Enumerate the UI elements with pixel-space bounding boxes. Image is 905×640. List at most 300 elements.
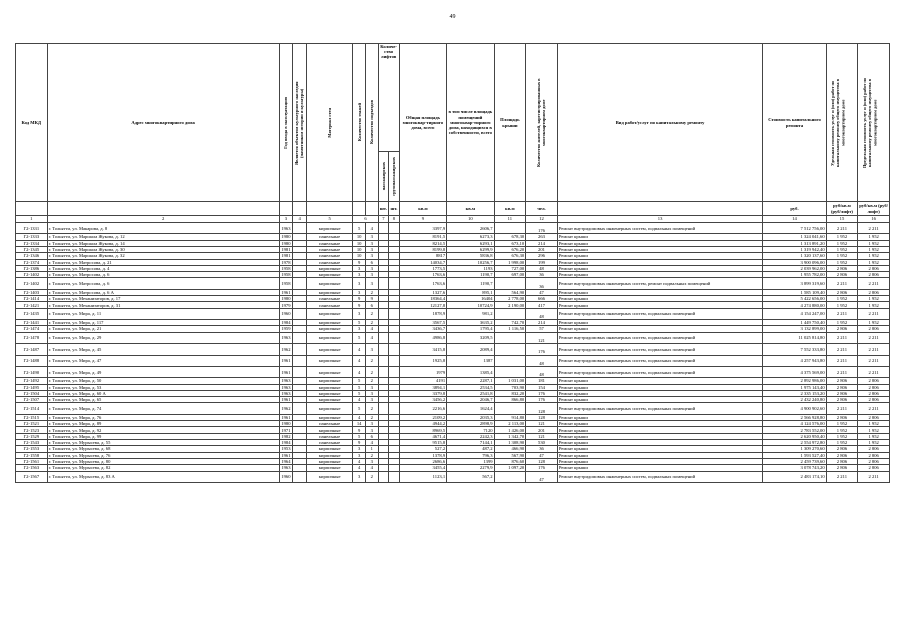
cell-year: 1979 [279,302,293,308]
cell-res: 128 [526,458,558,464]
cell-roof: 567,90 [494,452,526,458]
cell-address: г. Тольятти, ул. Мира, д. 76 [47,414,279,420]
cell-max: 2 806 [858,452,890,458]
cell-year: 1960 [279,308,293,319]
cell-year: 1961 [279,397,293,403]
cell-lf [389,332,400,343]
cell-work: Ремонт внутридомовых инженерных систем, подвальных помещений [557,366,763,377]
cell-entr: 3 [365,253,378,259]
cell-unit: 2 211 [826,332,858,343]
cell-cost: 4 124 576,00 [763,421,826,427]
cell-total: 8214,5 [399,240,446,246]
cell-owned: 6299,9 [447,246,494,252]
cell-roof: 742,70 [494,320,526,326]
cell-year: 1981 [279,253,293,259]
cell-cult [293,308,307,319]
cell-total: 3894,1 [399,384,446,390]
cell-owned: 1190,7 [447,272,494,278]
cell-year: 1962 [279,344,293,355]
cell-entr: 6 [365,259,378,265]
cell-walls: панельные [306,259,352,265]
cell-res: 128 [526,414,558,420]
cell-work: Ремонт внутридомовых инженерных систем, подвальных помещений [557,344,763,355]
cell-entr: 3 [365,272,378,278]
cell-entr: 4 [365,465,378,471]
cell-walls: кирпичные [306,403,352,414]
cell-max: 1 952 [858,246,890,252]
cell-walls: кирпичные [306,390,352,396]
cell-walls: панельные [306,421,352,427]
cell-max: 2 806 [858,446,890,452]
cell-max: 1 952 [858,433,890,439]
cell-cost: 2 620 950,40 [763,433,826,439]
cell-floors: 4 [353,414,366,420]
cell-max: 2 211 [858,278,890,289]
column-number: 6 [353,216,378,223]
cell-max: 1 952 [858,421,890,427]
cell-work: Ремонт крыши [557,465,763,471]
cell-walls: кирпичные [306,397,352,403]
cell-address: г. Тольятти, ул. Мира, д. 99 [47,433,279,439]
cell-code: Г2-1345 [16,246,48,252]
cell-lp [378,223,389,234]
cell-max: 2 211 [858,344,890,355]
cell-year: 1962 [279,403,293,414]
cell-address: г. Тольятти, ул. Мурысева, д. 83 А [47,471,279,482]
cell-lf [389,366,400,377]
cell-address: г. Тольятти, ул. Макарова, д. 8 [47,223,279,234]
cell-entr: 3 [365,390,378,396]
cell-entr: 3 [365,240,378,246]
cell-walls: кирпичные [306,458,352,464]
cell-roof: 673,10 [494,240,526,246]
cell-walls: кирпичные [306,289,352,295]
cell-res: 48 [526,366,558,377]
cell-work: Ремонт внутридомовых инженерных систем, подвальных помещений [557,355,763,366]
cell-walls: кирпичные [306,344,352,355]
cell-res: 47 [526,289,558,295]
cell-res: 201 [526,246,558,252]
cell-year: 1971 [279,427,293,433]
cell-unit: 2 211 [826,308,858,319]
cell-owned: 2089,4 [447,344,494,355]
capital-repair-table [15,43,890,483]
cell-year: 1963 [279,384,293,390]
cell-code: Г2-1515 [16,414,48,420]
cell-unit: 2 211 [826,344,858,355]
cell-owned: 6293,1 [447,240,494,246]
cell-cult [293,344,307,355]
cell-code: Г2-1529 [16,433,48,439]
cell-lp [378,403,389,414]
cell-work: Ремонт крыши [557,326,763,332]
cell-floors: 9 [353,296,366,302]
cell-max: 2 806 [858,289,890,295]
cell-total: 4191 [399,378,446,384]
cell-roof: 727,00 [494,265,526,271]
cell-year: 1961 [279,452,293,458]
cell-floors: 5 [353,378,366,384]
cell-cost: 3 078 743,20 [763,465,826,471]
cell-total: 4986,8 [399,332,446,343]
cell-floors: 4 [353,397,366,403]
cell-res: 48 [526,265,558,271]
cell-walls: панельные [306,246,352,252]
cell-code: Г2-1567 [16,471,48,482]
cell-cost: 2 892 986,00 [763,378,826,384]
cell-unit: 2 806 [826,289,858,295]
cell-unit: 1 952 [826,234,858,240]
cell-max: 2 211 [858,366,890,377]
cell-max: 2 806 [858,265,890,271]
cell-year: 1961 [279,366,293,377]
cell-unit: 2 806 [826,384,858,390]
cell-work: Ремонт крыши [557,265,763,271]
cell-code: Г2-1414 [16,296,48,302]
cell-entr: 3 [365,458,378,464]
unit-max-cost: руб/кв.м (руб/лифт) [859,203,888,214]
cell-floors: 3 [353,272,366,278]
cell-res: 154 [526,384,558,390]
cell-floors: 10 [353,234,366,240]
cell-floors: 14 [353,421,366,427]
cell-address: г. Тольятти, ул. Мира, д. 89 [47,421,279,427]
cell-max: 2 211 [858,332,890,343]
cell-res: 181 [526,378,558,384]
cell-owned: 2534,5 [447,384,494,390]
cell-floors: 5 [353,433,366,439]
cell-year: 1980 [279,421,293,427]
cell-work: Ремонт крыши [557,246,763,252]
cell-unit: 1 952 [826,427,858,433]
cell-code: Г2-1402 [16,272,48,278]
cell-unit: 2 211 [826,471,858,482]
cell-owned: 2242,3 [447,433,494,439]
header-roof-area: Площадь крыши [494,44,526,202]
cell-lp [378,344,389,355]
cell-address: г. Тольятти, ул. Матросова, д. 6 [47,278,279,289]
cell-year: 1963 [279,378,293,384]
cell-owned: 7144,1 [447,440,494,446]
cell-work: Ремонт крыши [557,427,763,433]
cell-max: 2 806 [858,390,890,396]
header-work-type: Вид работ/услуг по капитальному ремонту [557,44,763,202]
cell-max: 2 806 [858,272,890,278]
cell-total: 2109,2 [399,414,446,420]
cell-cult [293,223,307,234]
cell-walls: панельные [306,302,352,308]
cell-work: Ремонт крыши [557,302,763,308]
cell-res: 47 [526,471,558,482]
cell-cost: 4 375 569,00 [763,366,826,377]
cell-cost: 2 039 962,00 [763,265,826,271]
cell-cost: 2 483 174,10 [763,471,826,482]
cell-floors: 3 [353,278,366,289]
cell-max: 2 806 [858,397,890,403]
cell-res: 121 [526,433,558,439]
cell-total: 3397,9 [399,223,446,234]
cell-entr: 4 [365,326,378,332]
cell-res: 176 [526,465,558,471]
cell-roof: 2 113,00 [494,421,526,427]
cell-unit: 2 806 [826,272,858,278]
cell-owned: 2606,7 [447,223,494,234]
cell-entr: 6 [365,433,378,439]
cell-walls: кирпичные [306,332,352,343]
header-residents: Количество жителей, зарегистрированных в многоквартирном доме [535,78,546,167]
cell-owned: 6273,3 [447,234,494,240]
table-row [16,308,890,319]
cell-cost: 4 257 943,80 [763,355,826,366]
cell-code: Г2-1421 [16,302,48,308]
cell-address: г. Тольятти, ул. Маршала Жукова, д. 30 [47,246,279,252]
cell-total: 3415,8 [399,344,446,355]
cell-owned: 1193 [447,265,494,271]
cell-address: г. Тольятти, ул. Мира, д. 117 [47,320,279,326]
cell-entr: 2 [365,378,378,384]
cell-roof: 2 190,00 [494,302,526,308]
cell-address: г. Тольятти, ул. Мурысева, д. 76 [47,452,279,458]
cell-cost: 2 783 552,00 [763,427,826,433]
header-address: Адрес многоквартирного дома [47,44,279,202]
cell-owned: 2035,3 [447,414,494,420]
cell-total: 3567,5 [399,320,446,326]
cell-unit: 1 952 [826,259,858,265]
cell-address: г. Тольятти, ул. Мурысева, д. 68 [47,446,279,452]
cell-lf [389,344,400,355]
cell-floors: 3 [353,265,366,271]
cell-unit: 2 211 [826,403,858,414]
cell-entr: 2 [365,289,378,295]
cell-total: 1763,6 [399,278,446,289]
cell-walls: панельные [306,240,352,246]
cell-walls: кирпичные [306,308,352,319]
cell-work: Ремонт крыши [557,296,763,302]
cell-entr: 3 [365,246,378,252]
cell-cost: 4 900 902,60 [763,403,826,414]
cell-total: 2216,6 [399,403,446,414]
cell-lp [378,308,389,319]
cell-owned: 2279,9 [447,465,494,471]
cell-cost: 1 585 109,40 [763,289,826,295]
cell-floors: 10 [353,253,366,259]
cell-entr: 2 [365,452,378,458]
cell-total: 3455,4 [399,465,446,471]
cell-owned: 10724,9 [447,302,494,308]
cell-address: г. Тольятти, ул. Мира, д. 45 [47,344,279,355]
cell-cost: 2 566 928,80 [763,414,826,420]
cell-code: Г2-1402 [16,278,48,289]
cell-res: 666 [526,296,558,302]
cell-address: г. Тольятти, ул. Матросова, д. 6 [47,272,279,278]
cell-work: Ремонт внутридомовых инженерных систем, подвальных помещений [557,403,763,414]
cell-work: Ремонт крыши [557,433,763,439]
cell-code: Г2-1561 [16,458,48,464]
column-number: 3 [279,216,293,223]
column-number: 7 [378,216,389,223]
cell-unit: 1 952 [826,421,858,427]
cell-lp [378,332,389,343]
header-lifts-freight: грузопассажирских [391,157,397,196]
cell-entr: 3 [365,384,378,390]
cell-res: 121 [526,332,558,343]
cell-res: 214 [526,320,558,326]
cell-owned: 10256,7 [447,259,494,265]
cell-work: Ремонт крыши [557,272,763,278]
table-row [16,355,890,366]
cell-entr: 2 [365,471,378,482]
cell-entr: 4 [365,332,378,343]
cell-lp [378,278,389,289]
cell-code: Г2-1487 [16,344,48,355]
cell-address: г. Тольятти, ул. Мурысева, д. 80 [47,458,279,464]
cell-floors: 10 [353,246,366,252]
cell-max: 2 211 [858,223,890,234]
cell-entr: 3 [365,265,378,271]
cell-unit: 2 806 [826,452,858,458]
header-total-area: Общая площадь многоквар-тирного дома, всего [399,44,446,202]
cell-walls: кирпичные [306,366,352,377]
cell-entr: 2 [365,414,378,420]
cell-cost: 1 975 143,40 [763,384,826,390]
cell-owned: 2541,8 [447,390,494,396]
cell-max: 1 952 [858,440,890,446]
cell-year: 1961 [279,414,293,420]
cell-cost: 3 132 899,00 [763,326,826,332]
header-unit-cost: Удельная стоимость услуг и (или) работ по капитальному ремонту общего имущества в многоквартирном доме [829,78,846,167]
cell-unit: 1 952 [826,240,858,246]
cell-address: г. Тольятти, ул. Механизаторов, д. 17 [47,296,279,302]
cell-total: 3436,7 [399,326,446,332]
cell-walls: кирпичные [306,427,352,433]
cell-address: г. Тольятти, ул. Маршала Жукова, д. 14 [47,240,279,246]
column-number: 8 [389,216,400,223]
column-number: 4 [293,216,307,223]
cell-total: 4671,4 [399,433,446,439]
cell-address: г. Тольятти, ул. Мира, д. 92 [47,427,279,433]
cell-entr: 3 [365,344,378,355]
cell-cult [293,278,307,289]
cell-work: Ремонт крыши [557,421,763,427]
cell-work: Ремонт крыши [557,259,763,265]
cell-unit: 2 806 [826,265,858,271]
cell-year: 1958 [279,272,293,278]
cell-lf [389,355,400,366]
cell-res: 263 [526,234,558,240]
cell-cost: 1 320 137,60 [763,253,826,259]
cell-cost: 1 319 942,40 [763,246,826,252]
cell-code: Г2-1507 [16,397,48,403]
cell-roof: 678,30 [494,234,526,240]
cell-floors: 9 [353,440,366,446]
cell-total: 1378,9 [399,452,446,458]
cell-unit: 2 211 [826,366,858,377]
cell-floors: 4 [353,344,366,355]
cell-walls: панельные [306,296,352,302]
cell-unit: 1 952 [826,320,858,326]
cell-total: 1123,1 [399,471,446,482]
cell-res: 296 [526,253,558,259]
cell-cost: 2 554 972,80 [763,440,826,446]
cell-walls: кирпичные [306,223,352,234]
header-cultural: Является объектом культурного наследия (памятником истории и культуры) [294,80,305,165]
cell-unit: 2 211 [826,355,858,366]
cell-walls: кирпичные [306,355,352,366]
cell-floors: 5 [353,223,366,234]
cell-entr: 3 [365,234,378,240]
cell-code: Г2-1478 [16,332,48,343]
cell-walls: кирпичные [306,265,352,271]
unit-total-area: кв.м [399,202,446,216]
cell-code: Г2-1374 [16,259,48,265]
table-row [16,366,890,377]
cell-work: Ремонт внутридомовых инженерных систем, подвальных помещений [557,471,763,482]
cell-max: 1 952 [858,320,890,326]
cell-cost: 1 309 270,60 [763,446,826,452]
cell-roof: 1 426,00 [494,427,526,433]
page-number: 49 [449,14,456,20]
cell-res: 530 [526,440,558,446]
cell-code: Г2-1488 [16,355,48,366]
cell-lp [378,366,389,377]
cell-res: 57 [526,326,558,332]
cell-roof [494,471,526,482]
cell-entr: 3 [365,278,378,289]
cell-res: 36 [526,278,558,289]
cell-owned: 796,3 [447,452,494,458]
cell-year: 1960 [279,471,293,482]
cell-work: Ремонт крыши [557,440,763,446]
cell-total: 1925,8 [399,355,446,366]
cell-cost: 4 274 880,00 [763,302,826,308]
cell-walls: кирпичные [306,471,352,482]
cell-lf [389,223,400,234]
cell-walls: кирпичные [306,465,352,471]
cell-year: 1980 [279,234,293,240]
cell-owned: 7120 [447,427,494,433]
cell-work: Ремонт крыши [557,458,763,464]
cell-address: г. Тольятти, ул. Механизаторов, д. 31 [47,302,279,308]
cell-res: 36 [526,272,558,278]
cell-res: 121 [526,421,558,427]
cell-entr: 3 [365,421,378,427]
cell-code: Г2-1553 [16,446,48,452]
cell-walls: кирпичные [306,320,352,326]
cell-roof: 1 342,70 [494,433,526,439]
cell-unit: 1 952 [826,302,858,308]
cell-max: 2 211 [858,471,890,482]
cell-address: г. Тольятти, ул. Мира, д. 47 [47,355,279,366]
cell-floors: 9 [353,259,366,265]
cell-walls: панельные [306,440,352,446]
cell-entr: 6 [365,302,378,308]
cell-work: Ремонт крыши [557,384,763,390]
cell-owned: 1624,4 [447,403,494,414]
column-numbers-row [16,216,890,223]
cell-cult [293,471,307,482]
cell-owned: 3635,2 [447,320,494,326]
cell-roof: 1 998,00 [494,259,526,265]
cell-floors: 5 [353,403,366,414]
cell-entr: 1 [365,446,378,452]
cell-owned: 1387 [447,355,494,366]
cell-lp [378,355,389,366]
cell-res: 199 [526,259,558,265]
cell-cost: 1 449 750,40 [763,320,826,326]
table-header [16,44,890,223]
table-row [16,471,890,482]
header-code: Код МКД [16,44,48,202]
